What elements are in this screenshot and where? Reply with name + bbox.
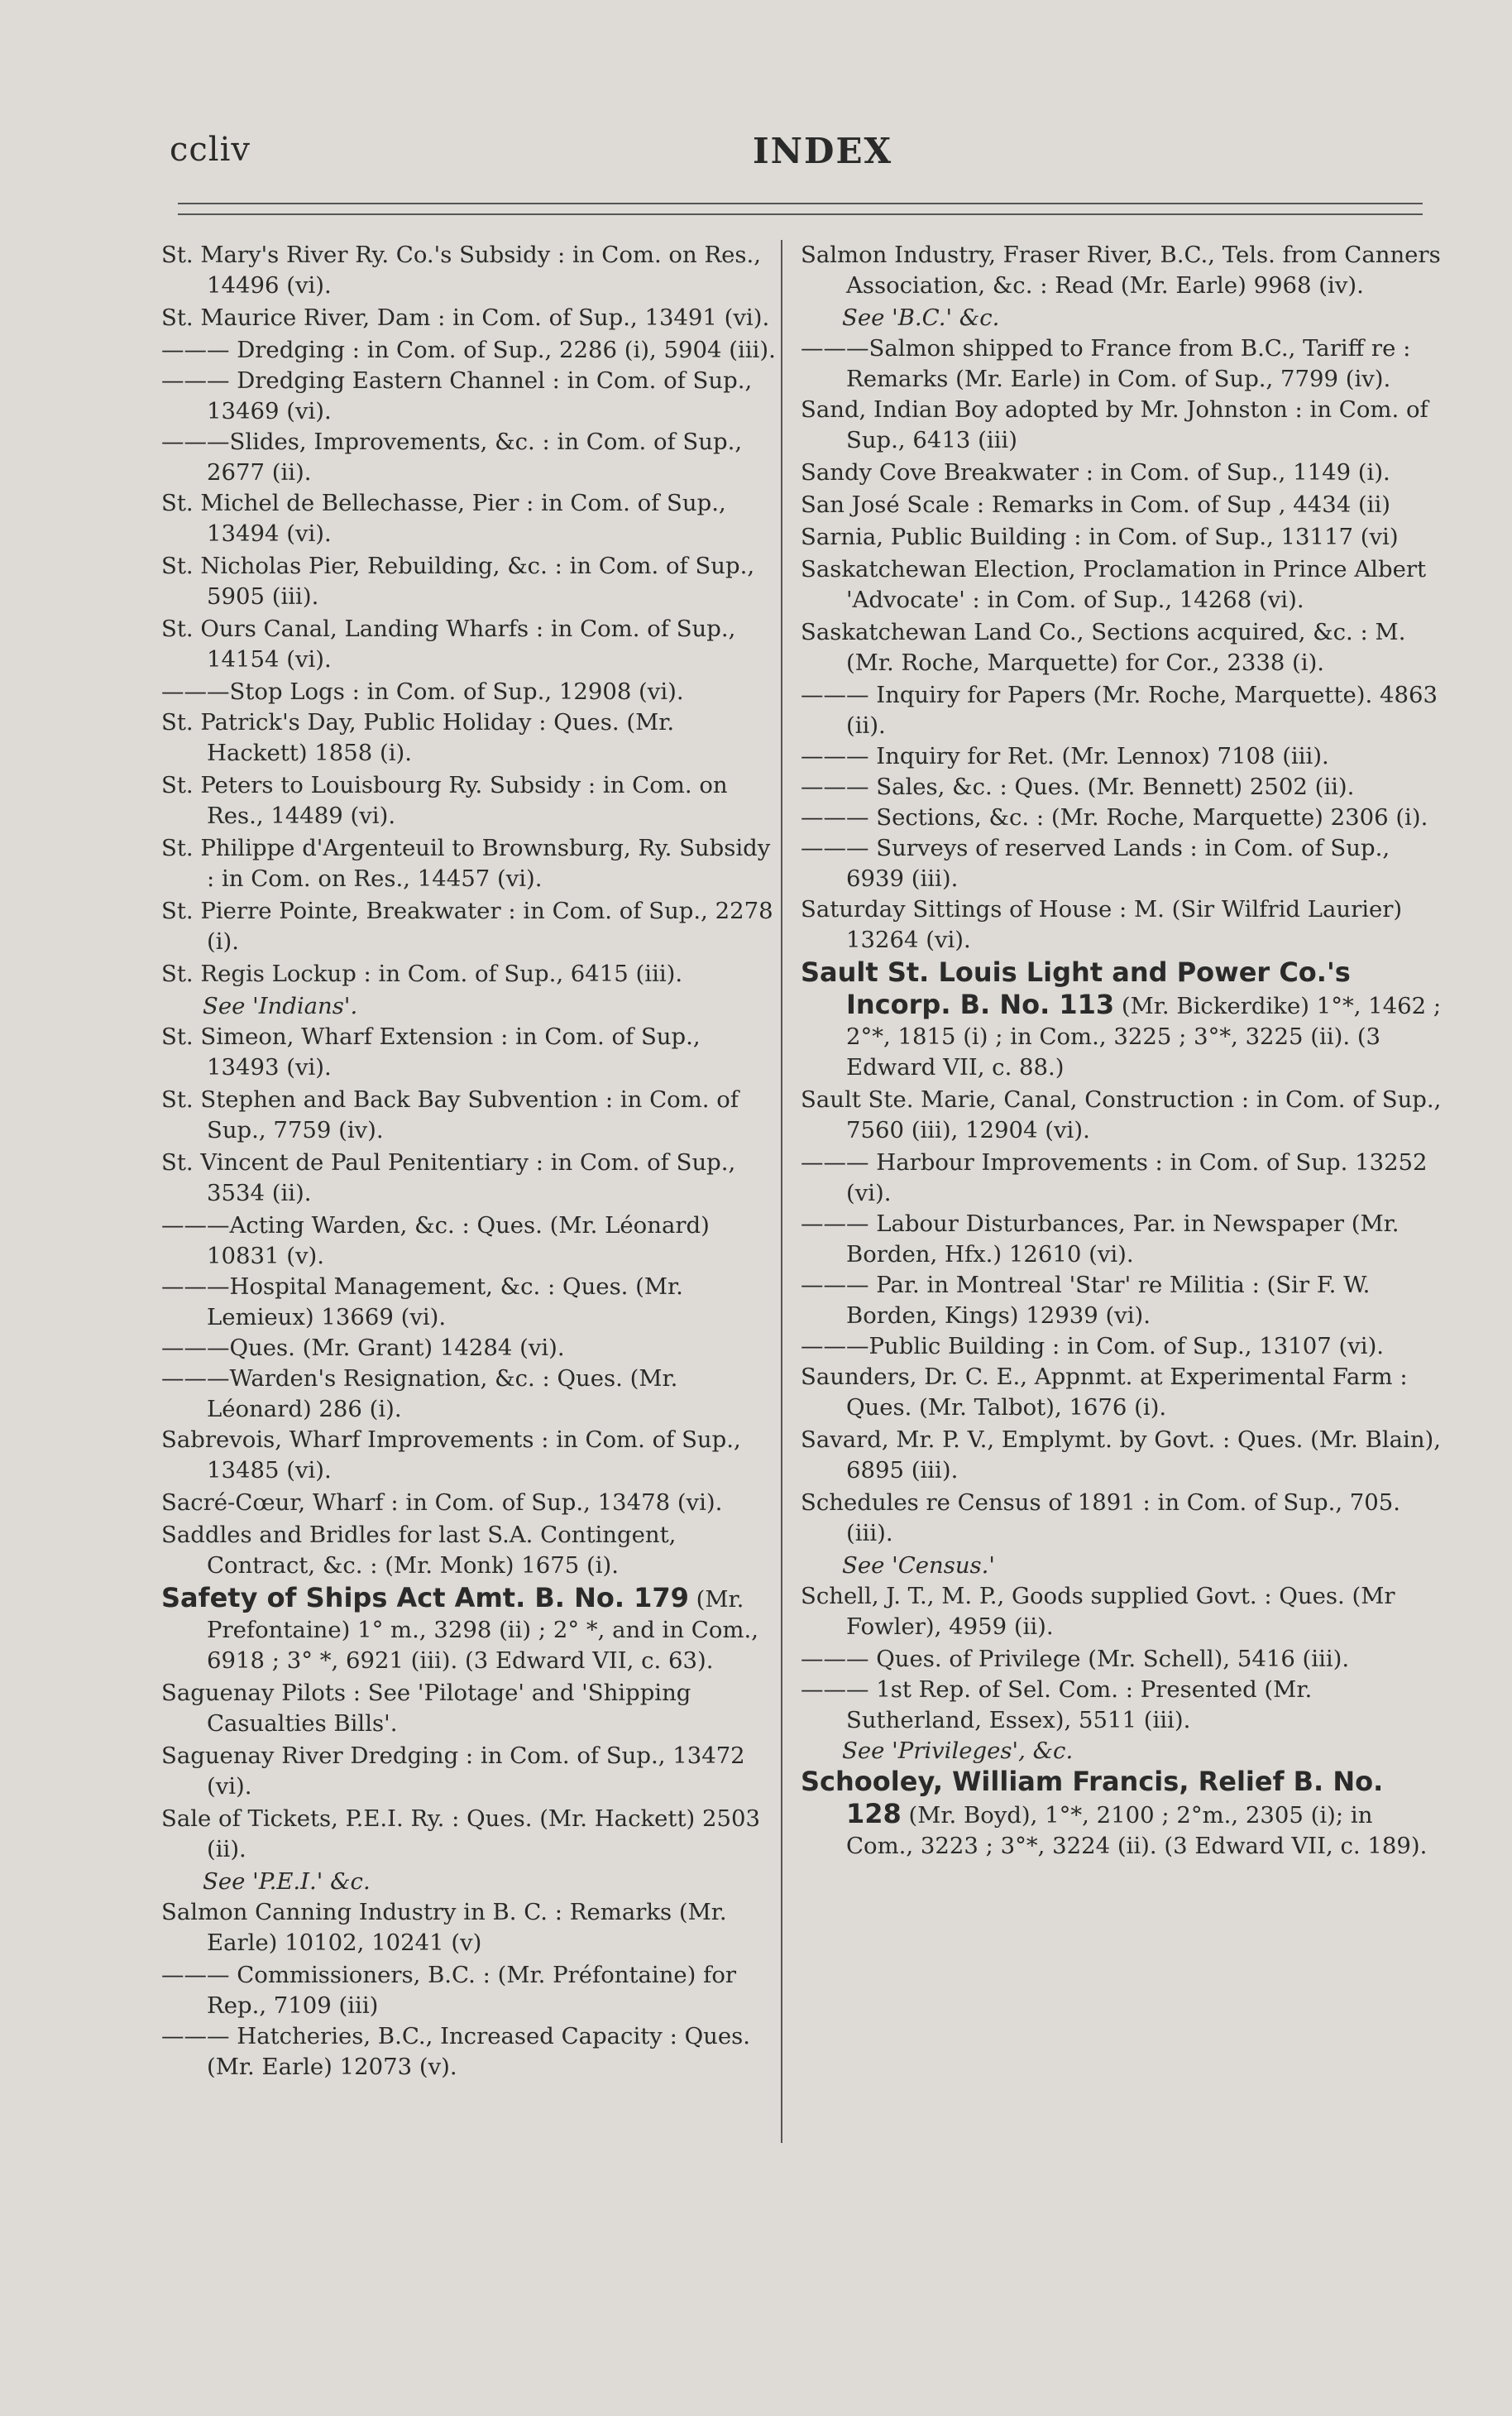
bill-references: (Mr. Boyd), 1°*, 2100 ; 2°m., 2305 (i); in Com., 3223 ; 3°*, 3224 (ii). (3 Edward VII, c. 189). (846, 1802, 1428, 1859)
page-folio: ccliv (170, 131, 251, 169)
index-entry: St. Regis Lockup : in Com. of Sup., 6415 (iii). (161, 961, 683, 987)
see-reference: See 'P.E.I.' &c. (203, 1868, 371, 1895)
bill-title: Schooley, William Francis, Relief B. No. 128 (801, 1766, 1384, 1829)
index-entry: Saguenay River Dredging : in Com. of Sup., 13472 (vi). (161, 1742, 745, 1800)
index-subentry: ———Public Building : in Com. of Sup., 13107 (vi). (801, 1333, 1385, 1359)
index-subentry: ——— Commissioners, B.C. : (Mr. Préfontaine) for Rep., 7109 (iii) (161, 1962, 737, 2019)
index-entry: San José Scale : Remarks in Com. of Sup , 4434 (ii) (801, 491, 1390, 518)
index-entry: Saguenay Pilots : See 'Pilotage' and 'Shipping Casualties Bills'. (161, 1680, 691, 1737)
index-entry: Saturday Sittings of House : M. (Sir Wilfrid Laurier) 13264 (vi). (801, 896, 1403, 953)
index-subentry: ———Acting Warden, &c. : Ques. (Mr. Léonard) 10831 (v). (161, 1212, 710, 1269)
bill-entry (801, 1766, 1446, 1862)
see-reference: See 'B.C.' &c. (842, 304, 1000, 331)
see-reference: See 'Privileges', &c. (842, 1738, 1074, 1764)
index-entry: Schell, J. T., M. P., Goods supplied Govt. : Ques. (Mr Fowler), 4959 (ii). (801, 1583, 1395, 1640)
index-subentry: ——— Dredging : in Com. of Sup., 2286 (i), 5904 (iii). (161, 337, 776, 363)
index-entry: St. Stephen and Back Bay Subvention : in Com. of Sup., 7759 (iv). (161, 1086, 739, 1143)
index-entry: St. Philippe d'Argenteuil to Brownsburg, Ry. Subsidy : in Com. on Res., 14457 (vi). (161, 835, 771, 892)
see-reference: See 'Census.' (842, 1552, 995, 1579)
index-entry: Sandy Cove Breakwater : in Com. of Sup., 1149 (i). (801, 459, 1390, 486)
bill-title: Sault St. Louis Light and Power Co.'s Incorp. B. No. 113 (801, 956, 1351, 1020)
header-rule (178, 213, 1423, 215)
index-entry: St. Michel de Bellechasse, Pier : in Com. of Sup., 13494 (vi). (161, 490, 726, 547)
index-subentry: ——— Ques. of Privilege (Mr. Schell), 5416 (iii). (801, 1646, 1350, 1672)
index-entry: Sale of Tickets, P.E.I. Ry. : Ques. (Mr. Hackett) 2503 (ii). (161, 1805, 760, 1862)
column-divider (781, 240, 782, 2143)
index-subentry: ———Salmon shipped to France from B.C., Tariff re : Remarks (Mr. Earle) in Com. of Sup., 7799 (iv). (801, 335, 1411, 392)
index-entry: Sarnia, Public Building : in Com. of Sup., 13117 (vi) (801, 524, 1399, 550)
index-subentry: ——— Labour Disturbances, Par. in Newspaper (Mr. Borden, Hfx.) 12610 (vi). (801, 1210, 1400, 1268)
index-entry: Salmon Industry, Fraser River, B.C., Tels. from Canners Association, &c. : Read (Mr. Earle) 9968 (iv). (801, 242, 1441, 299)
index-entry: St. Patrick's Day, Public Holiday : Ques. (Mr. Hackett) 1858 (i). (161, 709, 675, 766)
index-subentry: ——— Dredging Eastern Channel : in Com. of Sup., 13469 (vi). (161, 367, 753, 424)
index-entry: St. Vincent de Paul Penitentiary : in Com. of Sup., 3534 (ii). (161, 1149, 736, 1206)
bill-references: (Mr. Bickerdike) 1°*, 1462 ; 2°*, 1815 (i) ; in Com., 3225 ; 3°*, 3225 (ii). (3 Edward VII, c. 88.) (846, 993, 1442, 1081)
index-subentry: ———Warden's Resignation, &c. : Ques. (Mr. Léonard) 286 (i). (161, 1365, 678, 1422)
index-subentry: ———Hospital Management, &c. : Ques. (Mr. Lemieux) 13669 (vi). (161, 1273, 683, 1330)
index-subentry: ———Ques. (Mr. Grant) 14284 (vi). (161, 1335, 565, 1361)
index-entry: St. Ours Canal, Landing Wharfs : in Com. of Sup., 14154 (vi). (161, 616, 736, 673)
index-entry: Salmon Canning Industry in B. C. : Remarks (Mr. Earle) 10102, 10241 (v) (161, 1899, 727, 1956)
index-entry: Sacré-Cœur, Wharf : in Com. of Sup., 13478 (vi). (161, 1489, 723, 1516)
index-subentry: ———Slides, Improvements, &c. : in Com. of Sup., 2677 (ii). (161, 429, 743, 486)
index-subentry: ——— Surveys of reserved Lands : in Com. of Sup., 6939 (iii). (801, 835, 1390, 892)
index-entry: St. Nicholas Pier, Rebuilding, &c. : in Com. of Sup., 5905 (iii). (161, 553, 755, 610)
index-entry: Sabrevois, Wharf Improvements : in Com. of Sup., 13485 (vi). (161, 1426, 741, 1484)
index-entry: Sault Ste. Marie, Canal, Construction : in Com. of Sup., 7560 (iii), 12904 (vi). (801, 1086, 1442, 1143)
index-subentry: ——— Sections, &c. : (Mr. Roche, Marquette) 2306 (i). (801, 804, 1428, 831)
index-entry: St. Peters to Louisbourg Ry. Subsidy : in Com. on Res., 14489 (vi). (161, 772, 728, 829)
index-subentry: ——— Par. in Montreal 'Star' re Militia : (Sir F. W. Borden, Kings) 12939 (vi). (801, 1272, 1371, 1329)
index-subentry: ——— Inquiry for Papers (Mr. Roche, Marquette). 4863 (ii). (801, 682, 1438, 739)
index-subentry: ———Stop Logs : in Com. of Sup., 12908 (vi). (161, 678, 684, 705)
index-subentry: ——— Inquiry for Ret. (Mr. Lennox) 7108 (iii). (801, 743, 1329, 769)
index-entry: St. Simeon, Wharf Extension : in Com. of Sup., 13493 (vi). (161, 1023, 701, 1081)
bill-entry (801, 956, 1446, 1083)
bill-references: (Mr. Prefontaine) 1° m., 3298 (ii) ; 2° *, and in Com., 6918 ; 3° *, 6921 (iii). (3 Edward VII, c. 63). (207, 1586, 758, 1674)
index-entry: St. Maurice River, Dam : in Com. of Sup., 13491 (vi). (161, 304, 770, 331)
index-entry: St. Pierre Pointe, Breakwater : in Com. of Sup., 2278 (i). (161, 898, 773, 955)
index-entry: Saunders, Dr. C. E., Appnmt. at Experimental Farm : Ques. (Mr. Talbot), 1676 (i). (801, 1364, 1408, 1421)
index-column-right (801, 240, 1446, 1863)
header-rule (178, 203, 1423, 204)
bill-entry (161, 1582, 778, 1676)
index-subentry: ——— 1st Rep. of Sel. Com. : Presented (Mr. Sutherland, Essex), 5511 (iii). (801, 1676, 1313, 1733)
see-reference: See 'Indians'. (203, 993, 358, 1019)
bill-title: Safety of Ships Act Amt. B. No. 179 (161, 1582, 689, 1613)
page-title: INDEX (753, 131, 893, 171)
index-subentry: ——— Harbour Improvements : in Com. of Sup. 13252 (vi). (801, 1149, 1428, 1206)
index-entry: Schedules re Census of 1891 : in Com. of Sup., 705. (iii). (801, 1489, 1401, 1546)
index-column-left (161, 240, 778, 2083)
index-entry: Sand, Indian Boy adopted by Mr. Johnston : in Com. of Sup., 6413 (iii) (801, 396, 1428, 453)
index-entry: Saskatchewan Election, Proclamation in Prince Albert 'Advocate' : in Com. of Sup., 14268 (vi). (801, 556, 1427, 613)
index-entry: Saskatchewan Land Co., Sections acquired, &c. : M. (Mr. Roche, Marquette) for Cor., 2338 (i). (801, 619, 1406, 676)
index-entry: Savard, Mr. P. V., Emplymt. by Govt. : Ques. (Mr. Blain), 6895 (iii). (801, 1426, 1442, 1484)
index-subentry: ——— Sales, &c. : Ques. (Mr. Bennett) 2502 (ii). (801, 774, 1355, 800)
index-entry: St. Mary's River Ry. Co.'s Subsidy : in Com. on Res., 14496 (vi). (161, 242, 762, 299)
index-entry: Saddles and Bridles for last S.A. Contingent, Contract, &c. : (Mr. Monk) 1675 (i). (161, 1522, 677, 1579)
index-subentry: ——— Hatcheries, B.C., Increased Capacity : Ques. (Mr. Earle) 12073 (v). (161, 2023, 750, 2080)
